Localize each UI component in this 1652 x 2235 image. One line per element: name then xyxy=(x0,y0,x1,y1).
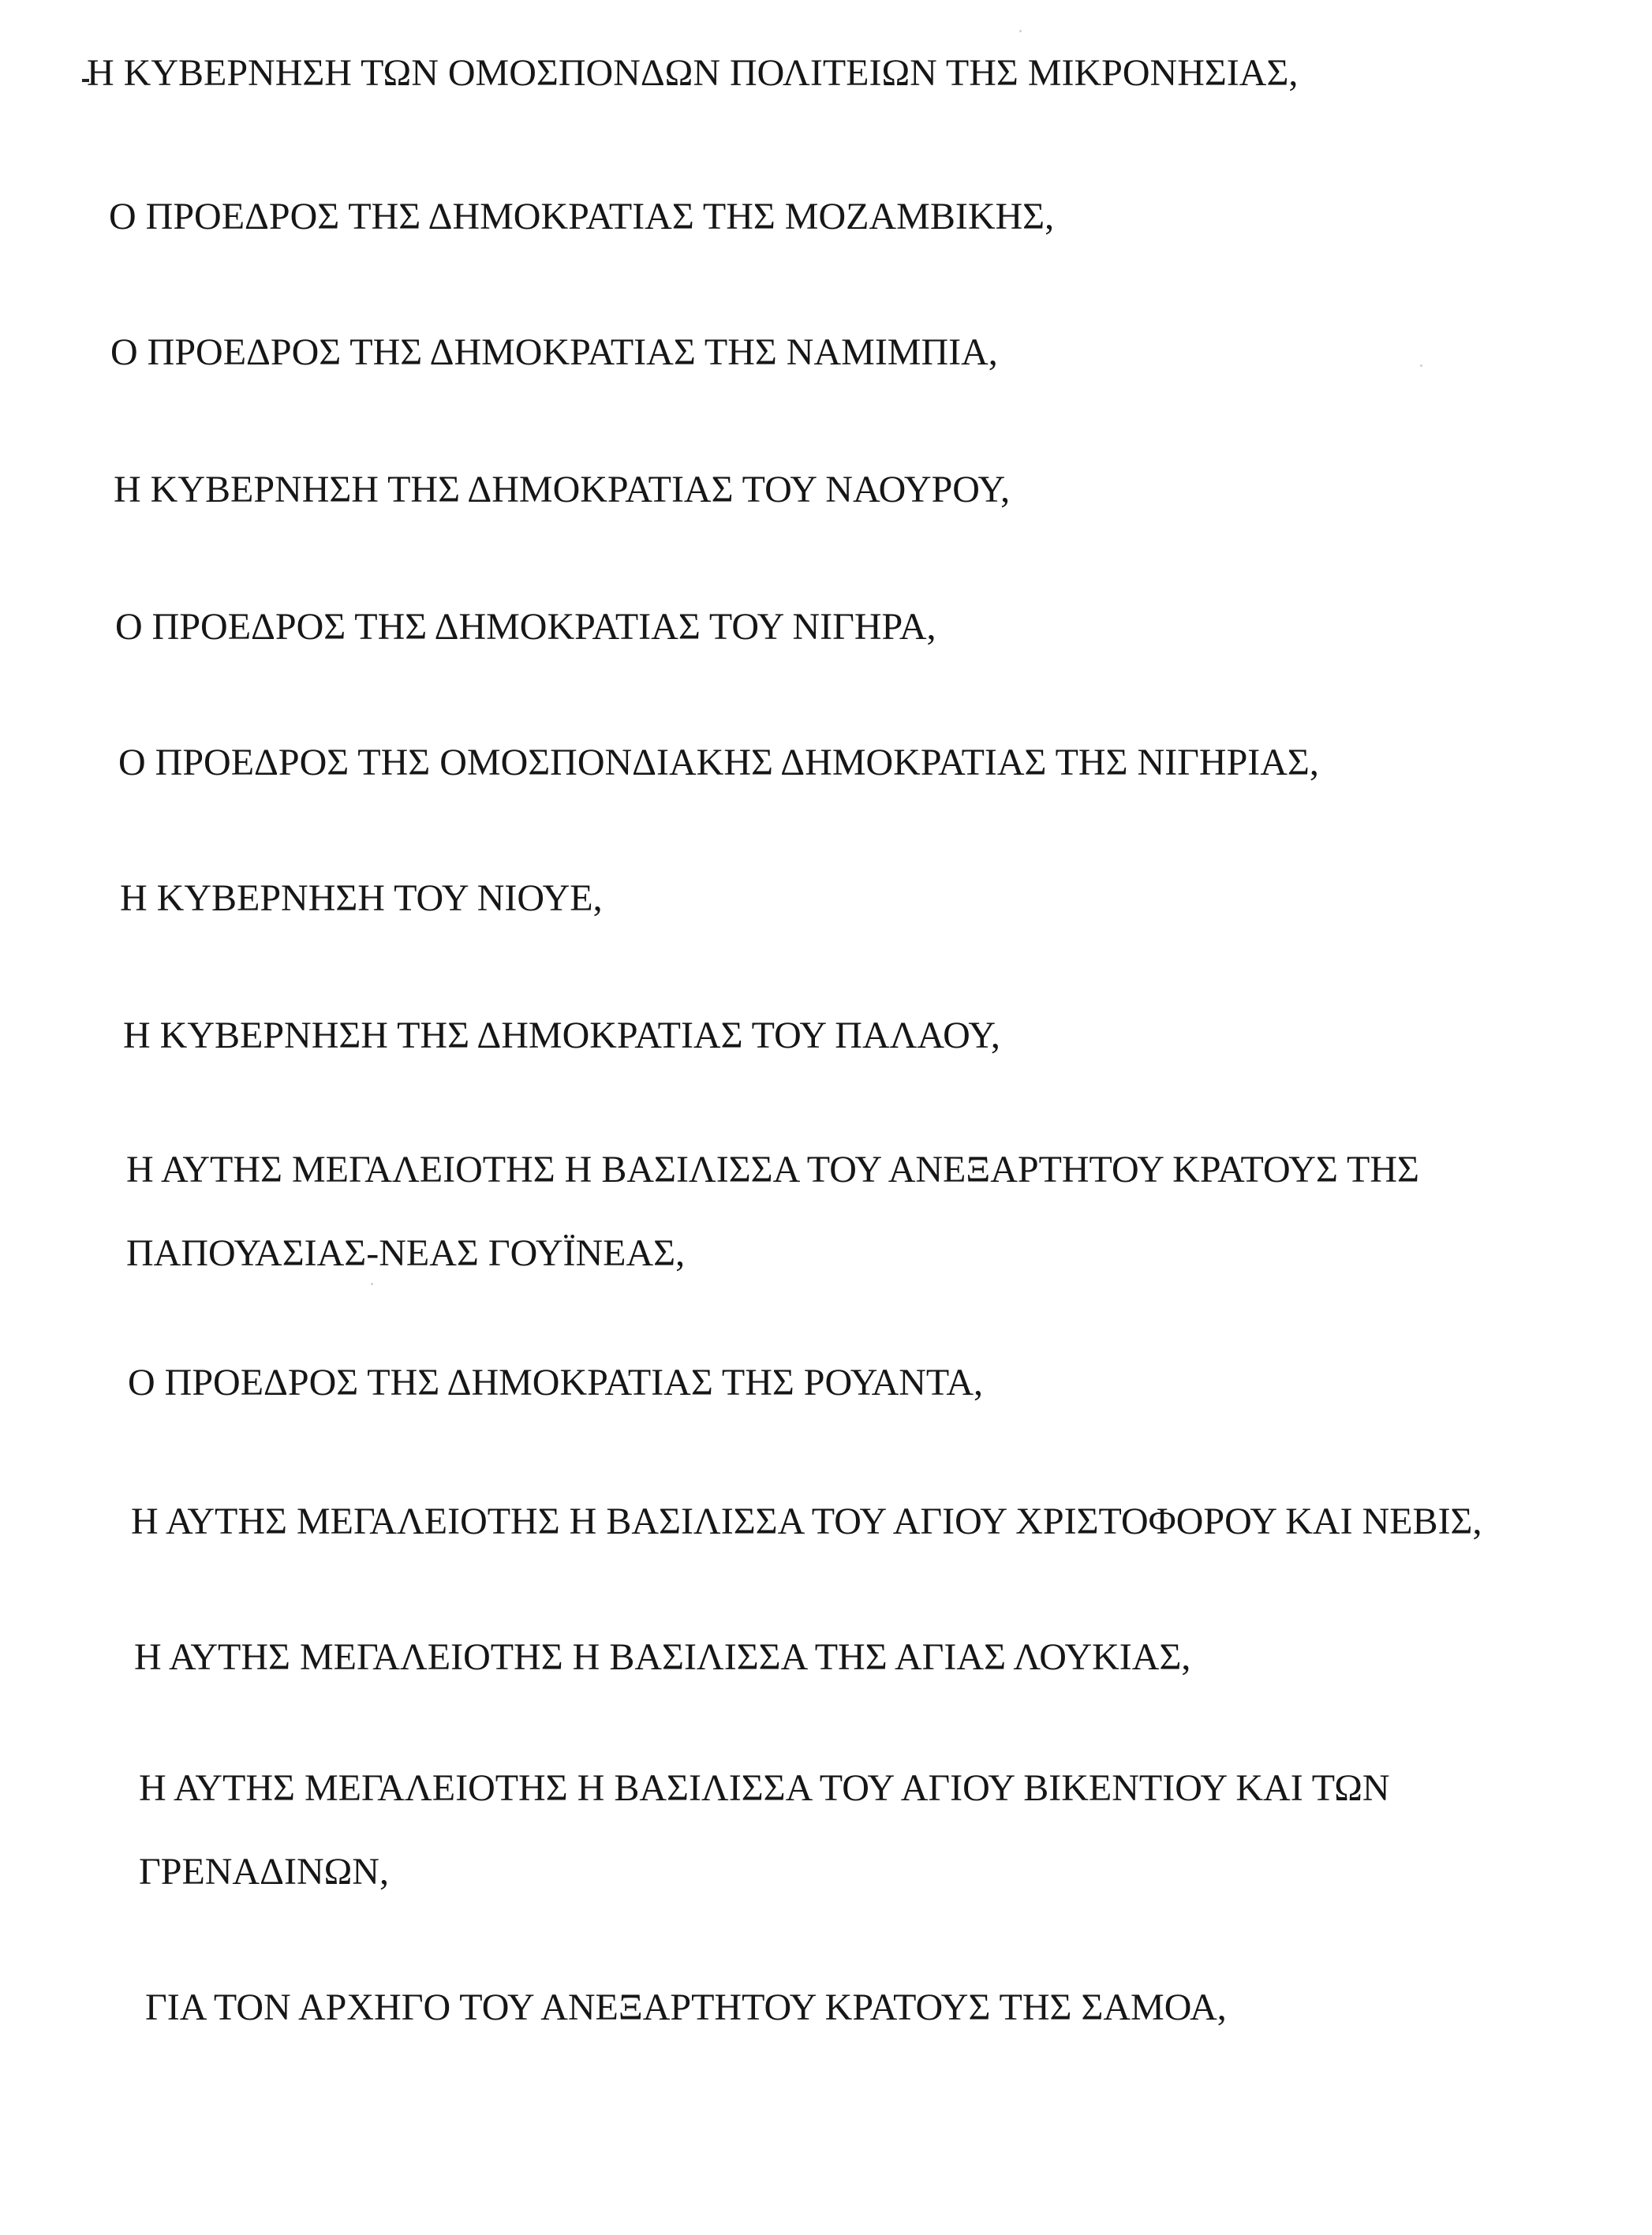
entry-line: Η ΚΥΒΕΡΝΗΣΗ ΤΗΣ ΔΗΜΟΚΡΑΤΙΑΣ ΤΟΥ ΝΑΟΥΡΟΥ, xyxy=(114,469,1011,510)
entry-saint-lucia xyxy=(134,1616,1190,1699)
entry-rwanda xyxy=(128,1341,983,1425)
entry-line: Η ΚΥΒΕΡΝΗΣΗ ΤΗΣ ΔΗΜΟΚΡΑΤΙΑΣ ΤΟΥ ΠΑΛΑΟΥ, xyxy=(123,1015,1000,1056)
entry-papua-new-guinea xyxy=(126,1128,1419,1295)
entry-line: Η ΚΥΒΕΡΝΗΣΗ ΤΟΥ ΝΙΟΥΕ, xyxy=(120,877,603,919)
entry-mozambique xyxy=(109,175,1054,259)
entry-niue xyxy=(120,857,603,940)
entry-micronesia xyxy=(87,32,1298,115)
entry-samoa xyxy=(145,1966,1227,2050)
entry-line: Ο ΠΡΟΕΔΡΟΣ ΤΗΣ ΔΗΜΟΚΡΑΤΙΑΣ ΤΗΣ ΜΟΖΑΜΒΙΚΗΣ, xyxy=(109,196,1055,237)
entry-namibia xyxy=(110,311,998,394)
entry-line: Ο ΠΡΟΕΔΡΟΣ ΤΗΣ ΔΗΜΟΚΡΑΤΙΑΣ ΤΟΥ ΝΙΓΗΡΑ, xyxy=(115,606,936,648)
entry-nauru xyxy=(114,448,1010,532)
entry-niger xyxy=(115,585,936,669)
entry-line: Η ΑΥΤΗΣ ΜΕΓΑΛΕΙΟΤΗΣ Η ΒΑΣΙΛΙΣΣΑ ΤΟΥ ΑΓΙΟΥ ΧΡΙΣΤΟΦΟΡΟΥ ΚΑΙ ΝΕΒΙΣ, xyxy=(131,1501,1482,1542)
entry-line: Η ΑΥΤΗΣ ΜΕΓΑΛΕΙΟΤΗΣ Η ΒΑΣΙΛΙΣΣΑ ΤΟΥ ΑΝΕΞΑΡΤΗΤΟΥ ΚΡΑΤΟΥΣ ΤΗΣ xyxy=(126,1149,1419,1190)
entry-line: Ο ΠΡΟΕΔΡΟΣ ΤΗΣ ΔΗΜΟΚΡΑΤΙΑΣ ΤΗΣ ΡΟΥΑΝΤΑ, xyxy=(128,1362,984,1403)
entry-line: ΓΙΑ ΤΟΝ ΑΡΧΗΓΟ ΤΟΥ ΑΝΕΞΑΡΤΗΤΟΥ ΚΡΑΤΟΥΣ ΤΗΣ ΣΑΜΟΑ, xyxy=(145,1986,1227,2028)
entry-palau xyxy=(123,994,1000,1078)
entry-line: Η ΑΥΤΗΣ ΜΕΓΑΛΕΙΟΤΗΣ Η ΒΑΣΙΛΙΣΣΑ ΤΟΥ ΑΓΙΟΥ ΒΙΚΕΝΤΙΟΥ ΚΑΙ ΤΩΝ xyxy=(139,1767,1390,1809)
entry-line: ΓΡΕΝΑΔΙΝΩΝ, xyxy=(139,1851,389,1893)
scan-speck xyxy=(1420,364,1422,367)
entry-saint-kitts-nevis xyxy=(131,1480,1482,1564)
entry-line: Ο ΠΡΟΕΔΡΟΣ ΤΗΣ ΔΗΜΟΚΡΑΤΙΑΣ ΤΗΣ ΝΑΜΙΜΠΙΑ, xyxy=(110,331,998,373)
entry-saint-vincent-grenadines xyxy=(139,1747,1390,1914)
entry-line: Η ΚΥΒΕΡΝΗΣΗ ΤΩΝ ΟΜΟΣΠΟΝΔΩΝ ΠΟΛΙΤΕΙΩΝ ΤΗΣ ΜΙΚΡΟΝΗΣΙΑΣ, xyxy=(87,52,1299,94)
entry-line: Ο ΠΡΟΕΔΡΟΣ ΤΗΣ ΟΜΟΣΠΟΝΔΙΑΚΗΣ ΔΗΜΟΚΡΑΤΙΑΣ ΤΗΣ ΝΙΓΗΡΙΑΣ, xyxy=(118,742,1319,783)
entry-line: ΠΑΠΟΥΑΣΙΑΣ-ΝΕΑΣ ΓΟΥΪΝΕΑΣ, xyxy=(126,1232,686,1274)
entry-line: Η ΑΥΤΗΣ ΜΕΓΑΛΕΙΟΤΗΣ Η ΒΑΣΙΛΙΣΣΑ ΤΗΣ ΑΓΙΑΣ ΛΟΥΚΙΑΣ, xyxy=(134,1636,1191,1678)
entry-nigeria xyxy=(118,721,1319,805)
